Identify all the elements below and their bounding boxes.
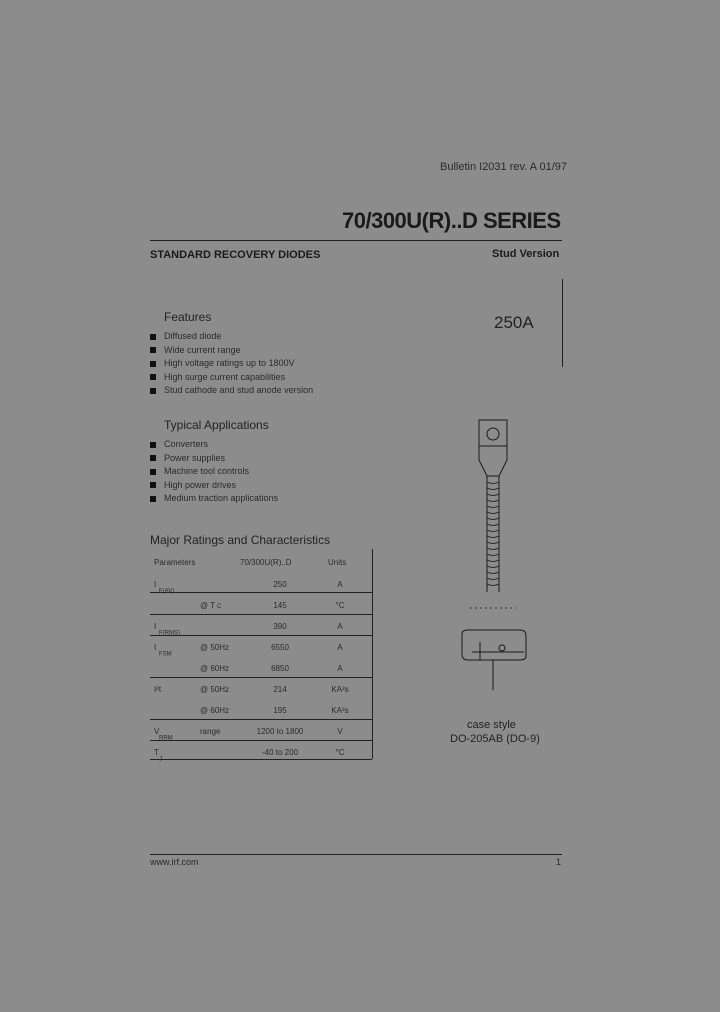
row-parameter: I	[154, 643, 157, 652]
table-rule	[150, 677, 372, 678]
bulletin-number: Bulletin I2031 rev. A 01/97	[440, 161, 567, 173]
row-condition: @ 50Hz	[200, 685, 230, 694]
row-parameter: T	[154, 748, 159, 757]
list-item: High voltage ratings up to 1800V	[150, 357, 313, 371]
row-value: -40 to 200	[261, 748, 299, 757]
table-rule	[150, 614, 372, 615]
website-link[interactable]: www.irf.com	[150, 857, 199, 867]
row-parameter-subscript: RRM	[159, 735, 173, 742]
list-item: Power supplies	[150, 452, 278, 466]
row-parameter-subscript: F(AV)	[159, 588, 175, 595]
row-condition-subscript: C	[217, 604, 222, 610]
hex-base	[462, 630, 526, 660]
list-item: Machine tool controls	[150, 465, 278, 479]
row-parameter-subscript: J	[159, 756, 162, 763]
row-parameter: I²t	[154, 685, 162, 694]
list-item: High power drives	[150, 479, 278, 493]
list-item: Converters	[150, 438, 278, 452]
row-value: 145	[273, 601, 287, 610]
table-right-border	[372, 549, 373, 759]
case-style-label: case style	[467, 719, 516, 731]
table-rule	[150, 719, 372, 720]
row-unit: A	[337, 643, 343, 652]
package-outline-drawing	[440, 410, 550, 690]
list-item: Diffused diode	[150, 330, 313, 344]
row-unit: °C	[335, 748, 345, 757]
row-value: 6850	[271, 664, 289, 673]
product-subtitle: STANDARD RECOVERY DIODES	[150, 249, 321, 261]
row-condition: @ T	[200, 601, 216, 610]
terminal-neck	[479, 446, 507, 476]
features-heading: Features	[164, 310, 212, 324]
row-parameter: I	[154, 622, 157, 631]
features-list	[150, 330, 313, 398]
applications-list	[150, 438, 278, 506]
rating-divider	[562, 279, 563, 367]
row-unit: A	[337, 580, 343, 589]
terminal-hole	[487, 428, 499, 440]
stud-terminal	[479, 420, 507, 446]
row-unit: °C	[335, 601, 345, 610]
row-value: 390	[273, 622, 287, 631]
row-condition: @ 60Hz	[200, 706, 230, 715]
row-value: 214	[273, 685, 287, 694]
title-divider	[150, 240, 562, 241]
row-value: 6550	[271, 643, 289, 652]
row-parameter-subscript: FSM	[159, 651, 172, 658]
current-rating: 250A	[494, 313, 534, 332]
row-unit: A	[337, 664, 343, 673]
row-unit: V	[337, 727, 343, 736]
row-unit: KA²s	[331, 706, 349, 715]
series-title: 70/300U(R)..D SERIES	[342, 208, 561, 233]
row-value: 1200 to 1800	[256, 727, 304, 736]
list-item: Wide current range	[150, 344, 313, 358]
list-item: High surge current capabilities	[150, 371, 313, 385]
row-parameter: I	[154, 580, 157, 589]
footer-divider	[150, 854, 562, 855]
table-rule	[150, 592, 372, 593]
row-parameter: V	[154, 727, 160, 736]
table-rule	[150, 759, 372, 760]
row-unit: KA²s	[331, 685, 349, 694]
row-condition: range	[200, 727, 221, 736]
row-condition: @ 60Hz	[200, 664, 230, 673]
case-style-name: DO-205AB (DO-9)	[450, 733, 540, 745]
list-item: Medium traction applications	[150, 492, 278, 506]
cable-braid	[487, 482, 499, 586]
version-label: Stud Version	[492, 248, 560, 260]
row-unit: A	[337, 622, 343, 631]
row-value: 195	[273, 706, 287, 715]
row-parameter-subscript: F(RMS)	[159, 630, 180, 637]
row-condition: @ 50Hz	[200, 643, 230, 652]
page-number: 1	[556, 857, 562, 867]
header-parameters: Parameters	[154, 558, 196, 567]
applications-heading: Typical Applications	[164, 418, 269, 432]
table-rule	[150, 740, 372, 741]
list-item: Stud cathode and stud anode version	[150, 384, 313, 398]
header-part-number: 70/300U(R)..D	[240, 558, 292, 567]
ratings-heading: Major Ratings and Characteristics	[150, 533, 331, 547]
table-rule	[150, 635, 372, 636]
header-units: Units	[328, 558, 347, 567]
row-value: 250	[273, 580, 287, 589]
